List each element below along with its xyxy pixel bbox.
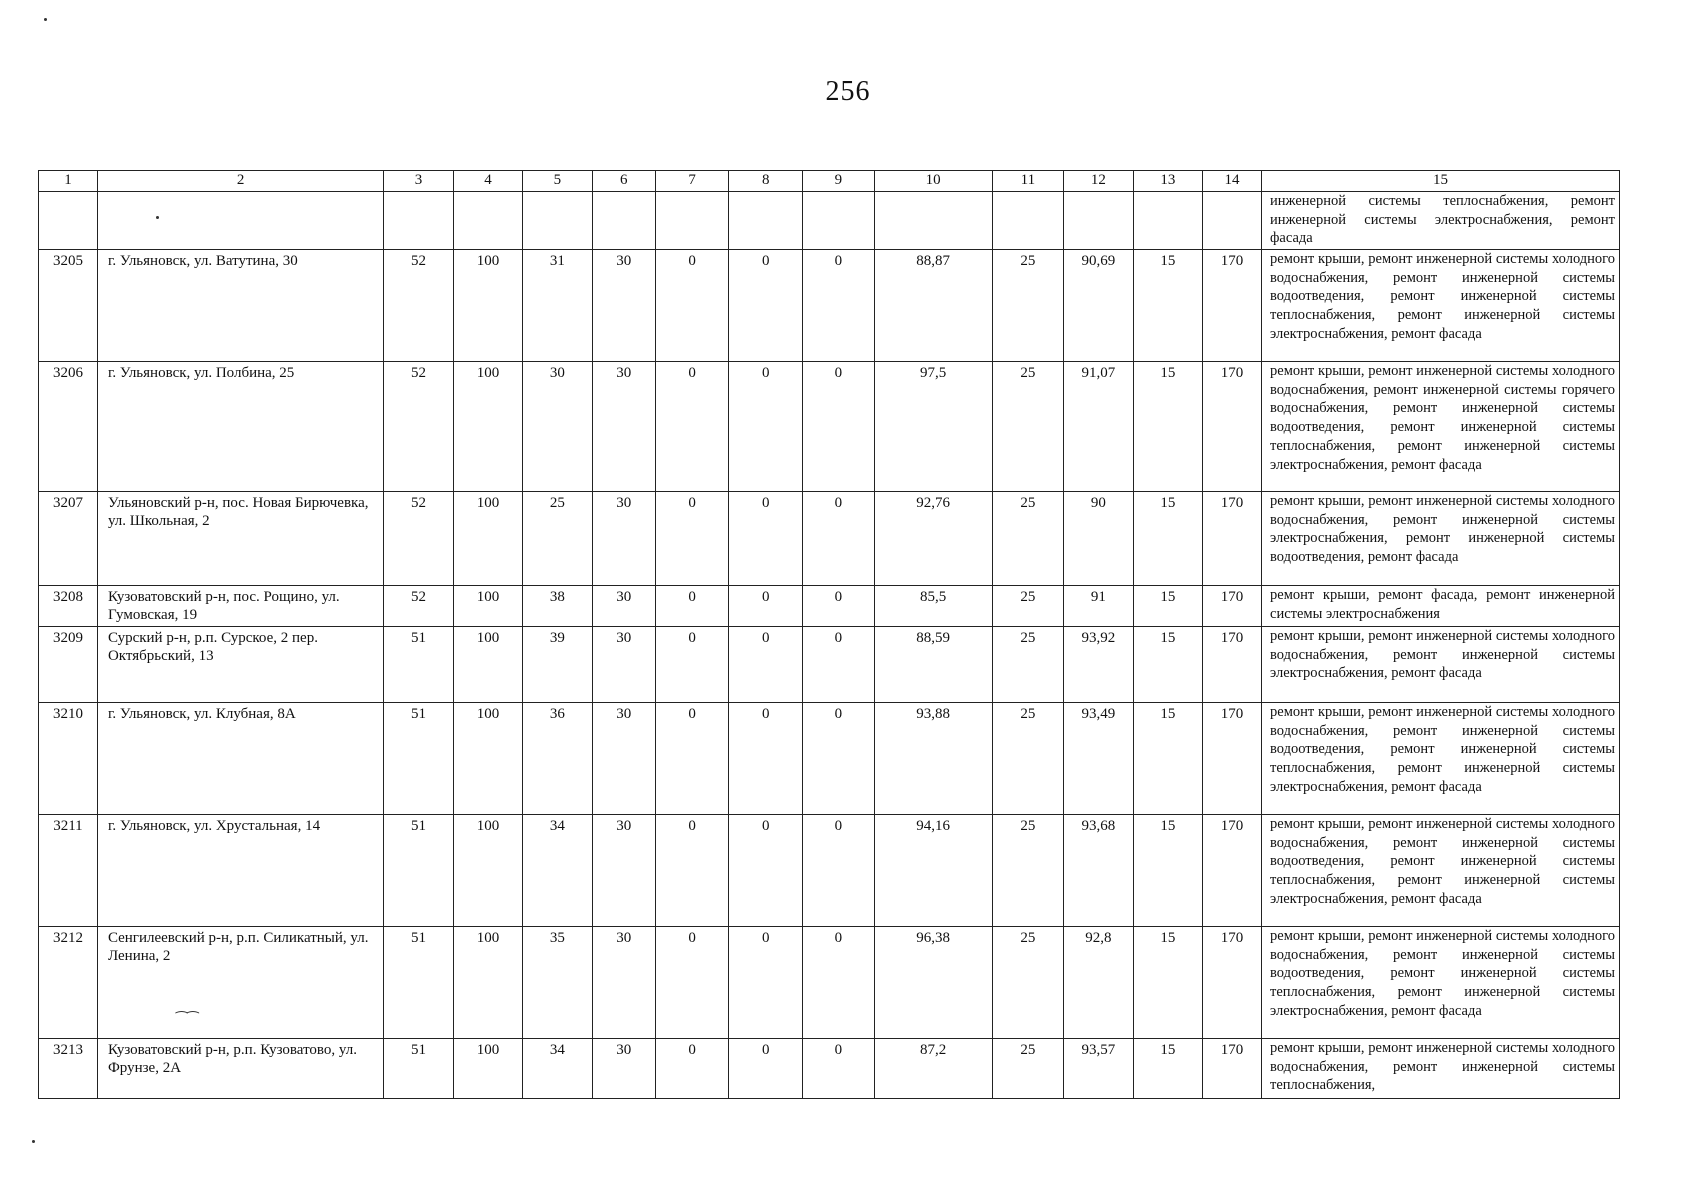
value-cell: 25 xyxy=(523,492,592,586)
table-row xyxy=(39,627,1620,703)
value-cell: 100 xyxy=(453,627,522,703)
value-cell: 93,57 xyxy=(1064,1039,1133,1099)
column-header: 8 xyxy=(729,171,803,192)
value-cell: 0 xyxy=(729,703,803,815)
value-cell xyxy=(523,192,592,250)
column-header: 14 xyxy=(1203,171,1262,192)
value-cell: 39 xyxy=(523,627,592,703)
value-cell: 52 xyxy=(384,250,453,362)
table-row xyxy=(39,192,1620,250)
value-cell: 93,68 xyxy=(1064,815,1133,927)
work-types-cell: ремонт крыши, ремонт инженерной системы холодного водоснабжения, ремонт инженерной системы водоотведения, ремонт инженерной системы теплоснабжения, ремонт инженерной системы электроснабжения, ремонт фасада xyxy=(1262,815,1620,927)
value-cell: 0 xyxy=(803,492,875,586)
value-cell: 25 xyxy=(992,627,1064,703)
work-types-cell: инженерной системы теплоснабжения, ремонт инженерной системы электроснабжения, ремонт фасада xyxy=(1262,192,1620,250)
repair-program-table xyxy=(38,170,1620,1099)
row-number-cell: 3207 xyxy=(39,492,98,586)
value-cell: 170 xyxy=(1203,703,1262,815)
value-cell xyxy=(592,192,655,250)
value-cell: 88,87 xyxy=(874,250,992,362)
value-cell: 31 xyxy=(523,250,592,362)
value-cell xyxy=(803,192,875,250)
value-cell: 100 xyxy=(453,1039,522,1099)
value-cell: 25 xyxy=(992,250,1064,362)
value-cell: 100 xyxy=(453,927,522,1039)
column-header: 2 xyxy=(97,171,383,192)
column-header: 4 xyxy=(453,171,522,192)
value-cell: 34 xyxy=(523,815,592,927)
value-cell: 91 xyxy=(1064,586,1133,627)
value-cell xyxy=(655,192,729,250)
column-header: 6 xyxy=(592,171,655,192)
column-header: 1 xyxy=(39,171,98,192)
value-cell: 0 xyxy=(729,927,803,1039)
column-number-header-row xyxy=(39,171,1620,192)
value-cell: 0 xyxy=(803,927,875,1039)
value-cell: 25 xyxy=(992,1039,1064,1099)
value-cell: 87,2 xyxy=(874,1039,992,1099)
value-cell: 0 xyxy=(655,703,729,815)
value-cell: 0 xyxy=(655,250,729,362)
column-header: 11 xyxy=(992,171,1064,192)
address-cell: г. Ульяновск, ул. Ватутина, 30 xyxy=(97,250,383,362)
column-header: 10 xyxy=(874,171,992,192)
row-number-cell: 3211 xyxy=(39,815,98,927)
value-cell: 100 xyxy=(453,815,522,927)
value-cell: 85,5 xyxy=(874,586,992,627)
scan-speck xyxy=(156,216,159,219)
value-cell: 0 xyxy=(803,703,875,815)
table-row xyxy=(39,1039,1620,1099)
value-cell: 90,69 xyxy=(1064,250,1133,362)
value-cell: 35 xyxy=(523,927,592,1039)
value-cell: 51 xyxy=(384,627,453,703)
row-number-cell: 3205 xyxy=(39,250,98,362)
value-cell: 170 xyxy=(1203,586,1262,627)
column-header: 12 xyxy=(1064,171,1133,192)
value-cell: 0 xyxy=(655,627,729,703)
row-number-cell: 3210 xyxy=(39,703,98,815)
value-cell: 0 xyxy=(729,627,803,703)
value-cell: 170 xyxy=(1203,815,1262,927)
value-cell: 94,16 xyxy=(874,815,992,927)
column-header: 9 xyxy=(803,171,875,192)
value-cell: 25 xyxy=(992,703,1064,815)
value-cell: 30 xyxy=(592,815,655,927)
column-header: 5 xyxy=(523,171,592,192)
page-number: 256 xyxy=(825,76,871,107)
row-number-cell: 3208 xyxy=(39,586,98,627)
pen-mark: ⁀⁀ xyxy=(176,1013,199,1028)
value-cell: 25 xyxy=(992,492,1064,586)
work-types-cell: ремонт крыши, ремонт инженерной системы холодного водоснабжения, ремонт инженерной системы водоотведения, ремонт инженерной системы теплоснабжения, ремонт инженерной системы электроснабжения, ремонт фасада xyxy=(1262,927,1620,1039)
value-cell: 52 xyxy=(384,492,453,586)
value-cell xyxy=(1064,192,1133,250)
value-cell: 0 xyxy=(729,1039,803,1099)
value-cell: 30 xyxy=(592,586,655,627)
value-cell: 30 xyxy=(592,492,655,586)
table-row xyxy=(39,815,1620,927)
value-cell: 25 xyxy=(992,927,1064,1039)
value-cell: 0 xyxy=(655,586,729,627)
address-cell: г. Ульяновск, ул. Хрустальная, 14 xyxy=(97,815,383,927)
value-cell: 100 xyxy=(453,250,522,362)
value-cell: 51 xyxy=(384,927,453,1039)
scan-speck xyxy=(32,1140,35,1143)
scan-speck xyxy=(44,18,47,21)
value-cell: 0 xyxy=(803,815,875,927)
address-cell: г. Ульяновск, ул. Полбина, 25 xyxy=(97,362,383,492)
value-cell: 0 xyxy=(729,492,803,586)
row-number-cell: 3212 xyxy=(39,927,98,1039)
value-cell: 0 xyxy=(729,815,803,927)
value-cell: 15 xyxy=(1133,362,1202,492)
value-cell xyxy=(1133,192,1202,250)
value-cell: 0 xyxy=(803,586,875,627)
value-cell: 92,76 xyxy=(874,492,992,586)
value-cell: 170 xyxy=(1203,627,1262,703)
value-cell: 0 xyxy=(729,586,803,627)
value-cell xyxy=(992,192,1064,250)
table-row xyxy=(39,927,1620,1039)
value-cell: 93,49 xyxy=(1064,703,1133,815)
repair-program-table-container xyxy=(38,170,1620,1099)
work-types-cell: ремонт крыши, ремонт инженерной системы холодного водоснабжения, ремонт инженерной системы горячего водоснабжения, ремонт инженерной системы водоотведения, ремонт инженерной системы теплоснабжения, ремонт инженерной системы электроснабжения, ремонт фасада xyxy=(1262,362,1620,492)
value-cell: 15 xyxy=(1133,1039,1202,1099)
value-cell: 52 xyxy=(384,362,453,492)
value-cell: 170 xyxy=(1203,1039,1262,1099)
value-cell: 0 xyxy=(655,815,729,927)
value-cell: 100 xyxy=(453,362,522,492)
column-header: 13 xyxy=(1133,171,1202,192)
value-cell xyxy=(874,192,992,250)
value-cell: 15 xyxy=(1133,627,1202,703)
value-cell: 34 xyxy=(523,1039,592,1099)
value-cell: 15 xyxy=(1133,703,1202,815)
value-cell: 100 xyxy=(453,492,522,586)
value-cell xyxy=(384,192,453,250)
address-cell: Ульяновский р-н, пос. Новая Бирючевка, ул. Школьная, 2 xyxy=(97,492,383,586)
value-cell: 92,8 xyxy=(1064,927,1133,1039)
value-cell: 0 xyxy=(803,362,875,492)
work-types-cell: ремонт крыши, ремонт фасада, ремонт инженерной системы электроснабжения xyxy=(1262,586,1620,627)
value-cell: 93,92 xyxy=(1064,627,1133,703)
value-cell: 170 xyxy=(1203,362,1262,492)
work-types-cell: ремонт крыши, ремонт инженерной системы холодного водоснабжения, ремонт инженерной системы водоотведения, ремонт инженерной системы теплоснабжения, ремонт инженерной системы электроснабжения, ремонт фасада xyxy=(1262,703,1620,815)
value-cell: 25 xyxy=(992,586,1064,627)
value-cell: 30 xyxy=(523,362,592,492)
value-cell: 38 xyxy=(523,586,592,627)
column-header: 7 xyxy=(655,171,729,192)
value-cell: 15 xyxy=(1133,250,1202,362)
value-cell: 0 xyxy=(803,1039,875,1099)
work-types-cell: ремонт крыши, ремонт инженерной системы холодного водоснабжения, ремонт инженерной системы теплоснабжения, xyxy=(1262,1039,1620,1099)
value-cell xyxy=(1203,192,1262,250)
value-cell: 15 xyxy=(1133,815,1202,927)
value-cell: 25 xyxy=(992,815,1064,927)
value-cell: 93,88 xyxy=(874,703,992,815)
value-cell: 170 xyxy=(1203,250,1262,362)
column-header: 15 xyxy=(1262,171,1620,192)
value-cell: 170 xyxy=(1203,927,1262,1039)
value-cell: 0 xyxy=(655,362,729,492)
address-cell: Сенгилеевский р-н, р.п. Силикатный, ул. Ленина, 2 xyxy=(97,927,383,1039)
value-cell: 51 xyxy=(384,815,453,927)
value-cell xyxy=(453,192,522,250)
address-cell: Кузоватовский р-н, р.п. Кузоватово, ул. Фрунзе, 2А xyxy=(97,1039,383,1099)
work-types-cell: ремонт крыши, ремонт инженерной системы холодного водоснабжения, ремонт инженерной системы водоотведения, ремонт инженерной системы теплоснабжения, ремонт инженерной системы электроснабжения, ремонт фасада xyxy=(1262,250,1620,362)
value-cell: 30 xyxy=(592,1039,655,1099)
table-row xyxy=(39,362,1620,492)
address-cell xyxy=(97,192,383,250)
value-cell: 51 xyxy=(384,1039,453,1099)
row-number-cell: 3206 xyxy=(39,362,98,492)
row-number-cell xyxy=(39,192,98,250)
value-cell: 100 xyxy=(453,703,522,815)
value-cell: 52 xyxy=(384,586,453,627)
address-cell: Сурский р-н, р.п. Сурское, 2 пер. Октябрьский, 13 xyxy=(97,627,383,703)
work-types-cell: ремонт крыши, ремонт инженерной системы холодного водоснабжения, ремонт инженерной системы электроснабжения, ремонт инженерной системы водоотведения, ремонт фасада xyxy=(1262,492,1620,586)
table-row xyxy=(39,586,1620,627)
value-cell: 51 xyxy=(384,703,453,815)
value-cell: 100 xyxy=(453,586,522,627)
address-cell: г. Ульяновск, ул. Клубная, 8А xyxy=(97,703,383,815)
table-row xyxy=(39,703,1620,815)
value-cell xyxy=(729,192,803,250)
value-cell: 30 xyxy=(592,703,655,815)
table-row xyxy=(39,492,1620,586)
value-cell: 15 xyxy=(1133,492,1202,586)
value-cell: 30 xyxy=(592,362,655,492)
value-cell: 0 xyxy=(655,927,729,1039)
value-cell: 97,5 xyxy=(874,362,992,492)
value-cell: 0 xyxy=(655,492,729,586)
value-cell: 170 xyxy=(1203,492,1262,586)
value-cell: 96,38 xyxy=(874,927,992,1039)
value-cell: 0 xyxy=(729,362,803,492)
value-cell: 15 xyxy=(1133,586,1202,627)
value-cell: 90 xyxy=(1064,492,1133,586)
work-types-cell: ремонт крыши, ремонт инженерной системы холодного водоснабжения, ремонт инженерной системы электроснабжения, ремонт фасада xyxy=(1262,627,1620,703)
value-cell: 0 xyxy=(803,627,875,703)
value-cell: 36 xyxy=(523,703,592,815)
row-number-cell: 3209 xyxy=(39,627,98,703)
row-number-cell: 3213 xyxy=(39,1039,98,1099)
value-cell: 0 xyxy=(655,1039,729,1099)
value-cell: 30 xyxy=(592,627,655,703)
value-cell: 91,07 xyxy=(1064,362,1133,492)
value-cell: 25 xyxy=(992,362,1064,492)
value-cell: 88,59 xyxy=(874,627,992,703)
value-cell: 0 xyxy=(729,250,803,362)
value-cell: 30 xyxy=(592,250,655,362)
table-row xyxy=(39,250,1620,362)
column-header: 3 xyxy=(384,171,453,192)
value-cell: 0 xyxy=(803,250,875,362)
address-cell: Кузоватовский р-н, пос. Рощино, ул. Гумовская, 19 xyxy=(97,586,383,627)
value-cell: 15 xyxy=(1133,927,1202,1039)
value-cell: 30 xyxy=(592,927,655,1039)
